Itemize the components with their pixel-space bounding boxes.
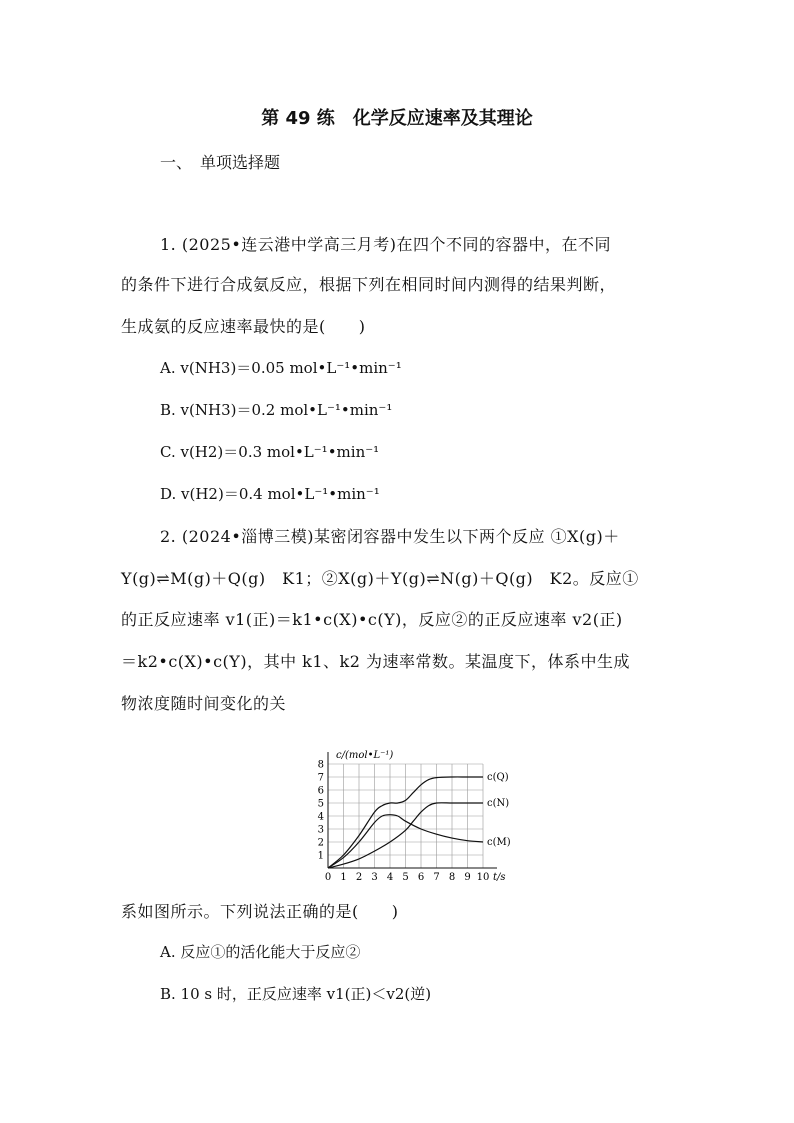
page-title: 第 49 练 化学反应速率及其理论 xyxy=(261,108,533,129)
q1-line-2: 的条件下进行合成氨反应，根据下列在相同时间内测得的结果判断， xyxy=(121,275,617,294)
q2-line-2: Y(g)⇌M(g)＋Q(g) K1；②X(g)＋Y(g)⇌N(g)＋Q(g) K2。反应① xyxy=(121,569,639,588)
q2-line-4: ＝k2•c(X)•c(Y)，其中 k1、k2 为速率常数。某温度下，体系中生成 xyxy=(121,652,631,671)
series-label-0: c(Q) xyxy=(487,772,509,783)
x-tick-label: 7 xyxy=(433,872,440,883)
x-tick-label: 10 xyxy=(476,872,490,883)
x-tick-label: 9 xyxy=(464,872,471,883)
y-tick-label: 8 xyxy=(317,759,324,771)
x-axis-label: t/s xyxy=(493,872,506,883)
series-label-1: c(N) xyxy=(487,798,510,809)
q1-option-a: A. v(NH3)＝0.05 mol•L⁻¹•min⁻¹ xyxy=(160,359,402,377)
x-tick-label: 6 xyxy=(417,872,425,883)
y-tick-label: 1 xyxy=(317,850,324,862)
y-tick-label: 7 xyxy=(317,772,324,784)
x-tick-label: 0 xyxy=(324,872,332,883)
x-tick-label: 4 xyxy=(386,872,394,883)
series-label-2: c(M) xyxy=(487,837,511,848)
x-tick-label: 1 xyxy=(340,872,347,883)
q2-line-1: 2. (2024•淄博三模)某密闭容器中发生以下两个反应 ①X(g)＋ xyxy=(160,527,620,546)
y-tick-label: 6 xyxy=(317,785,324,797)
q1-option-d: D. v(H2)＝0.4 mol•L⁻¹•min⁻¹ xyxy=(160,485,380,503)
y-axis-label: c/(mol•L⁻¹) xyxy=(336,750,394,761)
y-tick-label: 5 xyxy=(317,798,324,810)
q1-line-3: 生成氨的反应速率最快的是( ) xyxy=(121,317,366,336)
q1-option-b: B. v(NH3)＝0.2 mol•L⁻¹•min⁻¹ xyxy=(160,401,393,419)
x-tick-label: 5 xyxy=(402,872,409,883)
x-tick-label: 2 xyxy=(355,872,363,883)
y-tick-label: 2 xyxy=(317,837,324,849)
q2-line-5: 物浓度随时间变化的关 xyxy=(121,694,287,713)
x-tick-label: 3 xyxy=(371,872,378,883)
q2-line-3: 的正反应速率 v1(正)＝k1•c(X)•c(Y)，反应②的正反应速率 v2(正) xyxy=(121,610,623,629)
q2-option-b: B. 10 s 时，正反应速率 v1(正)＜v2(逆) xyxy=(160,985,432,1003)
q2-option-a: A. 反应①的活化能大于反应② xyxy=(160,943,361,961)
y-tick-label: 3 xyxy=(317,824,324,836)
q2-line-6: 系如图所示。下列说法正确的是( ) xyxy=(121,902,399,921)
x-tick-label: 8 xyxy=(448,872,456,883)
q1-line-1: 1. (2025•连云港中学高三月考)在四个不同的容器中，在不同 xyxy=(160,235,611,254)
y-tick-label: 4 xyxy=(317,811,324,823)
q1-option-c: C. v(H2)＝0.3 mol•L⁻¹•min⁻¹ xyxy=(160,443,380,461)
concentration-time-chart xyxy=(300,722,520,884)
section-heading: 一、 单项选择题 xyxy=(160,153,281,172)
